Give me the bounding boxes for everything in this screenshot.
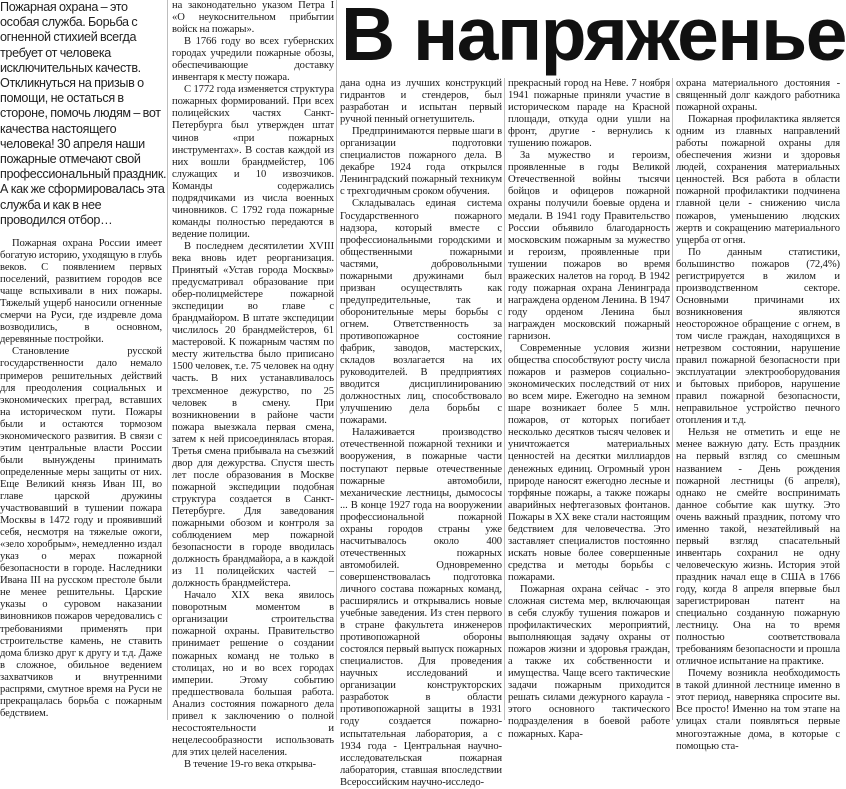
article-column-4: [508, 78, 670, 740]
lead-paragraph: Пожарная охрана – это особая служба. Борьба с огненной стихией всегда требует от человека исключительных качеств. Откликнуться на призыв о помощи, не остаться в стороне, помочь людям – вот качества настоящего человека! 30 апреля наши пожарные отмечают свой профессиональный праздник. А как же сформировалась эта служба и как в нее проводился отбор…: [0, 0, 167, 227]
paragraph: Почему возникла необходимость в такой длинной лестнице именно в этот период, наверняка спросите вы. Все просто! Именно на том этапе на улицах стали появляться первые многоэтажные дома, в которые с помощью ста-: [676, 668, 840, 752]
paragraph: Предпринимаются первые шаги в организации подготовки специалистов пожарного дела. В декабре 1924 года открылся Ленинградский пожарный техникум с трехгодичным сроком обучения.: [340, 126, 502, 198]
paragraph: охрана материального достояния - священный долг каждого работника пожарной охраны.: [676, 78, 840, 114]
paragraph: Пожарная охрана России имеет богатую историю, уходящую в глубь веков. С появлением первых поселений, развитием городов все чаще вспыхивали в них пожары. Тяжелый ущерб наносили огненные смерчи на Руси, где издревле дома возводились, в основном, деревянные постройки.: [0, 238, 162, 346]
column-divider: [336, 0, 337, 720]
article-column-2: [172, 0, 334, 770]
paragraph: Пожарная профилактика является одним из главных направлений работы пожарной охраны для обеспечения жизни и здоровья людей, сохранения материальных ценностей. Вся работа в области пожарной профилактики подчинена главной цели - снижению числа пожаров, уменьшению людских жертв и сокращению материального ущерба от огня.: [676, 114, 840, 246]
paragraph: на законодательно указом Петра I «О неукоснительном прибытии войск на пожары».: [172, 0, 334, 36]
paragraph: В течение 19-го века открыва-: [184, 758, 316, 770]
article-column-3: [340, 78, 502, 788]
paragraph: Пожарная охрана сейчас - это сложная система мер, включающая в себя службу тушения пожаров и профилактических мероприятий, выполняющая задачу охраны от пожаров жизни и здоровья граждан, а также их собственности и имущества. Чаще всего тактические задачи пожарным приходится решать силами дежурного караула - этого основного тактического подразделения в боевой работе пожарных. Кара-: [508, 583, 670, 740]
paragraph: дана одна из лучших конструкций гидрантов и стендеров, был разработан и испытан первый ручной пенный огнетушитель.: [340, 78, 502, 126]
article-column-5: [676, 78, 840, 752]
paragraph: Складывалась единая система Государственного пожарного надзора, который вместе с профессиональными городскими и общественными пожарными частями, добровольными пожарными дружинами был призван осуществлять как предупредительные, так и оборонительные меры борьбы с огнем. Ответственность за противопожарное состояние фабрик, заводов, мастерских, складов возлагается на их руководителей. В предприятиях вводится дисциплинированию должностных лиц, способствовало улучшению дела борьбы с пожарами.: [340, 198, 502, 427]
paragraph: Налаживается производство отечественной пожарной техники и вооружения, в пожарные части поступают первые отечественные пожарные автомобили, механические лестницы, дымососы ... В конце 1927 года на вооружении профессиональной пожарной охраны городов страны уже насчитывалось около 400 отечественных пожарных автомобилей. Одновременно совершенствовалась подготовка личного состава пожарных команд, расширялись и открывались новые учебные заведения. Из стен первого в стране факультета инженеров противопожарной обороны состоялся первый выпуск пожарных специалистов. Для проведения научных исследований и организации конструкторских разработок в области противопожарной защиты в 1931 году создается пожарно-испытательная лаборатория, а с 1934 года - Центральная научно-исследовательская пожарная лаборатория, ставшая впоследствии Всероссийским научно-исследо-: [340, 427, 502, 788]
paragraph: По данным статистики, большинство пожаров (72,4%) регистрируется в жилом и производственном секторе. Основными причинами их возникновения являются неосторожное обращение с огнем, в том числе граждан, находящихся в нетрезвом состоянии, нарушение правил пожарной безопасности при эксплуатации электрооборудования и бытовых приборов, нарушение правил пожарной безопасности, неправильное устройство печного отопления и т.д.: [676, 246, 840, 427]
headline: В напряженье: [341, 0, 846, 76]
paragraph: прекрасный город на Неве. 7 ноября 1941 пожарные приняли участие в историческом параде на Красной площади, откуда одни ушли на фронт, другие - вернулись к тушению пожаров.: [508, 78, 670, 150]
paragraph: В 1766 году во всех губернских городах учредили пожарные обозы, обеспечивающие доставку инвентаря к месту пожара.: [172, 36, 334, 84]
column-divider: [672, 78, 673, 720]
paragraph: Нельзя не отметить и еще не менее важную дату. Есть праздник на первый взгляд со смешным названием - День рождения пожарной лестницы (6 апреля), однако не смейте воспринимать данное событие как шутку. Это очень важный праздник, потому что именно такой, незатейливый на первый взгляд спасательный инвентарь сохранил не одну человеческую жизнь. История этой праздник начал еще в США в 1766 году, когда 8 апреля впервые был зарегистрирован патент на специально созданную пожарную лестницу. Она на то время полностью соответствовала требованиям безопасности и прошла отличное испытание на практике.: [676, 427, 840, 668]
article-column-1: [0, 238, 162, 720]
paragraph: За мужество и героизм, проявленные в годы Великой Отечественной войны тысячи бойцов и офицеров пожарной охраны получили боевые ордена и медали. В 1941 году Правительство России объявило благодарность московским пожарным за мужество и героизм, проявленные при тушении пожаров во время вражеских налетов на город. В 1942 году пожарная охрана Ленинграда награждена орденом Ленина. В 1947 году орденом Ленина был награжден московский пожарный гарнизон.: [508, 150, 670, 342]
paragraph: Становление русской государственности дало немало примеров решительных действий для преодоления социальных и экономических преград, вставших на историческом пути. Пожары были и остаются тормозом экономического развития. В связи с этим центральные власти России были вынуждены принимать определенные меры защиты от них. Еще Великий князь Иван III, во главе царской дружины участвовавший в тушении пожара Москвы в 1472 году и проявивший себя, несмотря на тяжелые ожоги, «зело хоробрым», немедленно издал указ о мерах пожарной безопасности в городе. Наследники Ивана III на русском престоле были не менее решительны. Царские указы о суровом наказании виновников пожаров чередовались с требованиями применять при строительстве камень, не ставить дома близко друг к другу и т.д. Даже в сложное, обильное ведением захватчиков и внутренними распрями, смутное время на Руси не прекращалась борьба с пожарным бедствием.: [0, 346, 162, 719]
paragraph: Начало XIX века явилось поворотным моментом в организации строительства пожарной охраны. Правительство принимает решение о создании пожарных команд не только в столицах, но и во всех городах империи. Этому событию предшествовала большая работа. Анализ состояния пожарного дела привел к заключению о полной несостоятельности и нецелесообразности использовать для этих целей населения.: [172, 590, 334, 758]
column-divider: [504, 78, 505, 720]
paragraph: С 1772 года изменяется структура пожарных формирований. При всех полицейских частях Санкт-Петербурга был утвержден штат чинов «при пожарных инструментах». В состав каждой из них вошли брандмейстер, 106 служащих и 10 извозчиков. Команды содержались подрядчиками из числа военных чиновников. С 1792 года пожарные команды полностью передаются в ведение полиции.: [172, 84, 334, 240]
paragraph: Современные условия жизни общества способствуют росту числа пожаров и размеров социально-экономических последствий от них во всем мире. Ежегодно на земном шаре возникает более 5 млн. пожаров, от которых погибает несколько десятков тысяч человек и уничтожается материальных ценностей на десятки миллиардов денежных единиц. Огромный урон природе наносят ежегодно лесные и торфяные пожары, а также пожары аварийных нефтегазовых фонтанов. Пожары в XX веке стали настоящим бедствием для человечества. Это заставляет специалистов постоянно искать новые более совершенные средства и методы борьбы с пожарами.: [508, 343, 670, 583]
lead-column: [0, 0, 168, 238]
column-divider: [167, 0, 168, 720]
paragraph: В последнем десятилетии XVIII века вновь идет реорганизация. Принятый «Устав города Москвы» предусматривал образование при обер-полицмейстере пожарной экспедиции во главе с брандмайором. В штате экспедиции числилось 20 брандмейстеров, 61 мастеровой. К пожарным частям по месту жительства было приписано 1500 человек, т.е. 75 человек на одну часть. В них устанавливалось трехсменное дежурство, по 25 человек в смену. При возникновении в районе части пожара выезжала первая смена, затем к ней присоединялась вторая. Третья смена прибывала на съезжий двор для дежурства. Спустя шесть лет после образования в Москве пожарной экспедиции подобная структура создается в Санкт-Петербурге. Для заведования пожарными обозом и контроля за соблюдением мер пожарной безопасности в городе вводилась должность брандмайора, а в каждой из 11 полицейских частей – должность брандмейстера.: [172, 240, 334, 590]
